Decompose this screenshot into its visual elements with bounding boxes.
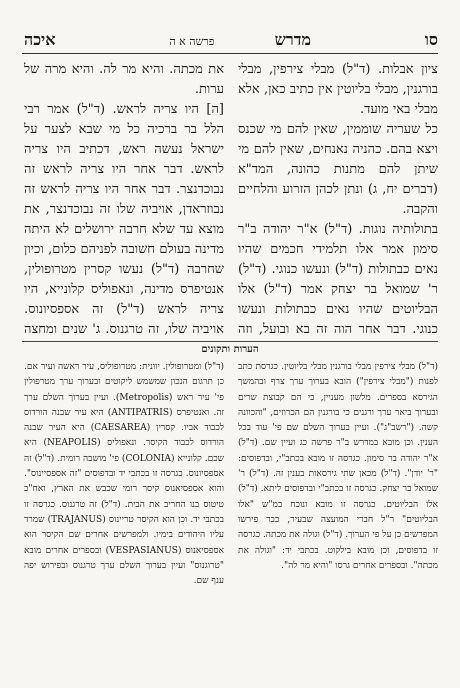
main-column-right [238, 60, 438, 338]
notes-section [22, 360, 438, 682]
main-paragraph: [ה] היו צריה לראש. (ד"ל) אמר רבי הלל בר ברכיה כל מי שבא לצער על ישראל נעשה ראש, דכתיב היו צריה לראש. דבר אחר היו צריה לראש זה נבוכדנצר. דבר אחר היו צריה לראש זה נבוזראדן, אויביה שלו זה נבוכדנצר, את מוצא עד שלא חרבה ירושלים לא היתה מדינה בעולם חשובה לפניהם כלום, וכיון שחרבה (ד"ל) נעשו קסרין מטרופולין, אנטיפרס מדינה, ונאפוליס קלונייא, היו צריה לראש (ד"ל) זה אספסיונוס. אויביה שלו, זה טרגנוס. ג' שנים ומחצה [24, 102, 224, 337]
main-column-left [24, 60, 224, 338]
notes-column-right [238, 360, 438, 682]
main-paragraph: את מכתה. והיא מר לה. והיא מרה של ערות. [24, 62, 224, 97]
main-paragraph: בתולותיה נוגות. (ד"ל) א"ר יהודה ב"ר סימון אמר אלו תלמידי חכמים שהיו נאים כבתולות (ד"ל) ונעשו כנוגי. (ד"ל) ר' שמואל בר יצחק אמר (ד"ל) אלו הבליוטים שהיו נאים כבתולות ונעשו כנוגי. דבר אחר הוה זה בא ובועל, וזה [238, 222, 438, 337]
book-name: איכה [24, 30, 56, 49]
notes-heading: הערות ותקונים [201, 344, 259, 355]
main-text [22, 60, 438, 338]
main-paragraph: כל שעריה שוממין, שאין להם מי שכנס ויצא בהם. כהניה נאנחים, שאין להם מי שיתן להם מתנות כהונה, המד"א (דברים יח, ג) ונתן לכהן הזרוע והלחיים והקבה. [238, 122, 438, 217]
notes-column-left [24, 360, 224, 682]
page-number: סו [424, 30, 438, 49]
note-text: (ד"ל) ומטרופולין. יוונית: מטרופוליס, עיר ראשה ועיר אם. כן תרגום הנכון שמשמש ליקוטים ובערוך ערך מטרפולין פי' עיר ראש (Metropolis). ועיין בערוך השלם ערך זה. ואנטיפרס (ANTIPATRIS) היא עיר שבנה הורדוס לכבוד אביו. קסרין (CAESAREA) היא העיר שבנה הורדוס לכבוד הקיסר. ונאפוליס (NEAPOLIS) היא שכם. קלונייא (COLONIA) פי' מושבה רומית. (ד"ל) זה אספסיונוס. כגרסה זו בכתבי יד ובדפוסים "זה אספסיינוס". והוא אספסיאנוס קיסר רומי שכבש את הארץ, ואח"כ טיטוס בנו החריב את הבית. (ד"ל) זה טרגנוס. כגרסה זו בכתבי יד. וכן הוא הקיסר טריינוס (TRAJANUS) שמרד עליו היהודים בימיו. ולמפרשים אחרים שם הקיסר הוא אספסיאנוס (VESPASIANUS) ובספרים אחרים מובא "טרוגנוס" ועיין בערוך השלם ערך טרגנוס ובפירוש יפה ענף שם. [24, 362, 224, 587]
main-paragraph: ציון אבלות. (ד"ל) מבלי צירפין, מבלי בורגנין, מבלי בליוטין אין כתיב כאן, אלא מבלי באי מועד. [238, 62, 438, 117]
header-rule [22, 53, 438, 54]
note-text: (ד"ל) מבלי צירפין מבלי בורגנין מבלי בליוטין. כגרסת כתב לפנות ("מבלי צירפין") הובא בערוך ערך צרף ובהמשך הגירסא בספרים. מלשון מעניין, כי הם קבוצת שרים ובערוך ביאר ערך ורגנים כי בורגנין הם הכרוזים, "והכוונה קשה. ("רשב"ג"). ועיין בערוך השלם שם פי' עוד בכל הענין. וכן מובא במדרש ב"ר פרשה כג ועיין שם. (ד"ל) א"ר יהודה בר סימון. כגרסה זו מובא בכתב"י, ובדפוסים: "ר' יודן". (ד"ל) מכאן שתי גירסאות בענין זה. (ד"ל) ר' שמואל בר יצחק. כגרסה זו בכתב"י ובדפוסים ליתא. (ד"ל) אלו הבליוטים. כגרסה זו מובא ונוכח במ"ש "אלו הבליוטים" ר"ל חברי המועצה שבעיר, כבר פירשו המפרשים כן על פי הערוך. (ד"ל) וגולה את מכתה. כגרסה זו בדפוסים, וכן מובא בילקוט. בכתבי יד: "וגולה את מכתה". ובספרים אחרים גרסו "והיא מר לה". [238, 362, 438, 571]
running-title: מדרש [274, 30, 311, 49]
section-reference: פרשה א ה [169, 35, 215, 48]
notes-rule [22, 341, 438, 342]
running-header [24, 30, 438, 52]
